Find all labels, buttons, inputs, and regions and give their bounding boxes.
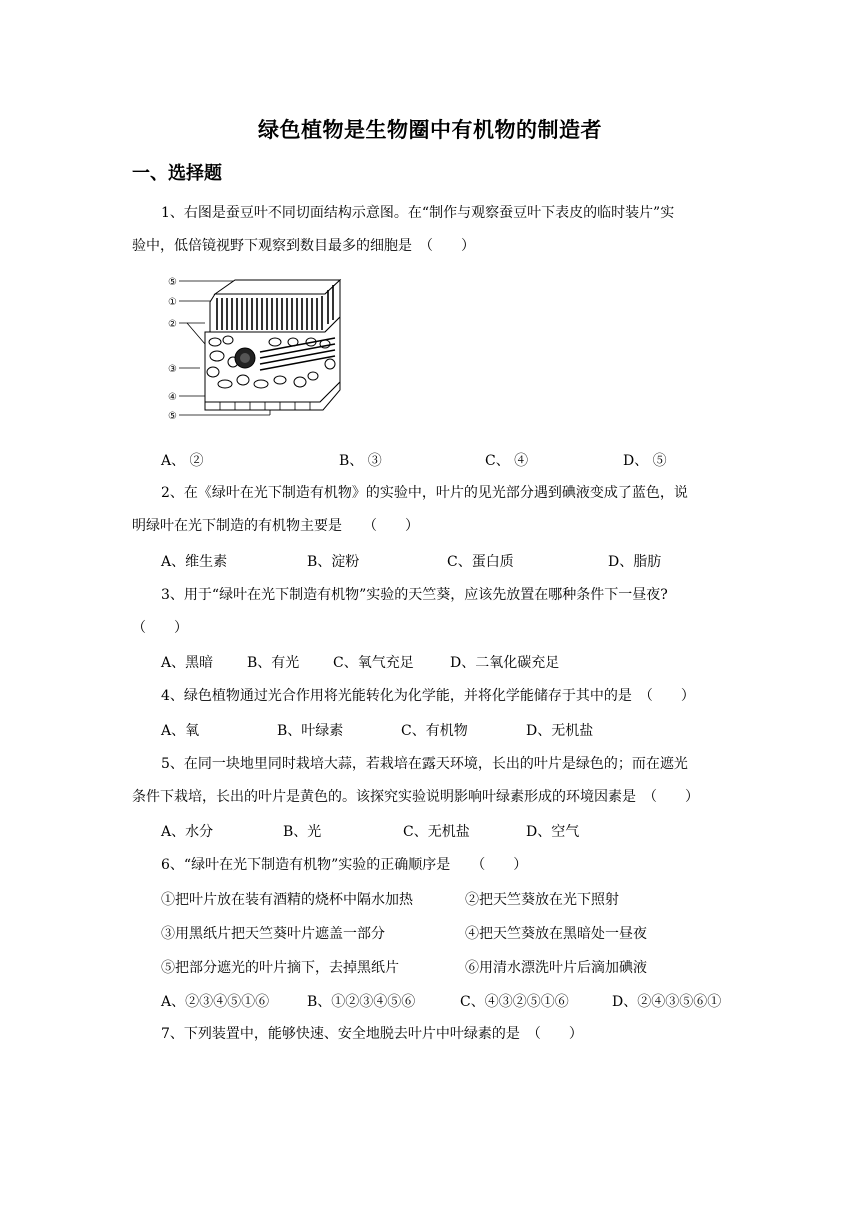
q1-option-d: D、 ⑤	[623, 453, 667, 469]
q2-text-line1: 2、在《绿叶在光下制造有机物》的实验中，叶片的见光部分遇到碘液变成了蓝色，说	[161, 485, 688, 501]
q4-option-b: B、叶绿素	[277, 723, 344, 739]
q6-text-line1: 6、“绿叶在光下制造有机物”实验的正确顺序是 （ ）	[161, 857, 528, 873]
q2-option-d: D、脂肪	[608, 554, 662, 570]
q1-option-a: A、 ②	[161, 453, 204, 469]
q6-step: ②把天竺葵放在光下照射	[465, 892, 619, 908]
q5-text-line1: 5、在同一块地里同时栽培大蒜，若栽培在露天环境，长出的叶片是绿色的；而在遮光	[161, 756, 688, 772]
q6-option-c: C、④③②⑤①⑥	[460, 994, 569, 1010]
q5-option-d: D、空气	[526, 824, 580, 840]
q5-option-c: C、无机盐	[403, 824, 470, 840]
q3-option-d: D、二氧化碳充足	[450, 655, 560, 671]
q2-option-b: B、淀粉	[307, 554, 360, 570]
q4-text-line1: 4、绿色植物通过光合作用将光能转化为化学能，并将化学能储存于其中的是 （ ）	[161, 688, 695, 704]
figure-label: ①	[168, 297, 177, 308]
q6-step: ①把叶片放在装有酒精的烧杯中隔水加热	[161, 892, 413, 908]
q4-option-a: A、氧	[161, 723, 200, 739]
q6-step: ⑥用清水漂洗叶片后滴加碘液	[465, 960, 647, 976]
q5-option-b: B、光	[283, 824, 322, 840]
figure-label: ②	[168, 319, 177, 330]
q2-text-line2: 明绿叶在光下制造的有机物主要是 （ ）	[132, 518, 419, 534]
q6-option-d: D、②④③⑤⑥①	[612, 994, 722, 1010]
q2-option-a: A、维生素	[161, 554, 228, 570]
q4-option-c: C、有机物	[401, 723, 468, 739]
q6-step: ⑤把部分遮光的叶片摘下，去掉黑纸片	[161, 960, 399, 976]
q7-text-line1: 7、下列装置中，能够快速、安全地脱去叶片中叶绿素的是 （ ）	[161, 1026, 583, 1042]
section-heading: 一、选择题	[132, 163, 222, 184]
q1-option-c: C、 ④	[485, 453, 529, 469]
q3-option-b: B、有光	[247, 655, 300, 671]
q6-step: ③用黑纸片把天竺葵叶片遮盖一部分	[161, 926, 385, 942]
q5-option-a: A、水分	[161, 824, 214, 840]
figure-label: ③	[168, 364, 177, 375]
q1-text-line1: 1、右图是蚕豆叶不同切面结构示意图。在“制作与观察蚕豆叶下表皮的临时装片”实	[161, 205, 675, 221]
q6-option-b: B、①②③④⑤⑥	[307, 994, 416, 1010]
q6-option-a: A、②③④⑤①⑥	[161, 994, 270, 1010]
q3-option-a: A、黑暗	[161, 655, 214, 671]
q1-option-b: B、 ③	[339, 453, 382, 469]
q3-text-line2: （ ）	[132, 620, 188, 636]
q2-option-c: C、蛋白质	[447, 554, 514, 570]
figure-label: ⑤	[168, 411, 177, 422]
q3-option-c: C、氧气充足	[333, 655, 414, 671]
figure-label: ④	[168, 392, 177, 403]
page-title: 绿色植物是生物圈中有机物的制造者	[258, 118, 602, 142]
q3-text-line1: 3、用于“绿叶在光下制造有机物”实验的天竺葵，应该先放置在哪种条件下一昼夜?	[161, 587, 668, 603]
q1-text-line2: 验中，低倍镜视野下观察到数目最多的细胞是 （ ）	[132, 238, 475, 254]
q6-step: ④把天竺葵放在黑暗处一昼夜	[465, 926, 647, 942]
q5-text-line2: 条件下栽培，长出的叶片是黄色的。该探究实验说明影响叶绿素形成的环境因素是 （ ）	[132, 789, 699, 805]
figure-label: ⑤	[168, 277, 177, 288]
q4-option-d: D、无机盐	[526, 723, 594, 739]
leaf-cross-section-figure	[165, 272, 350, 422]
